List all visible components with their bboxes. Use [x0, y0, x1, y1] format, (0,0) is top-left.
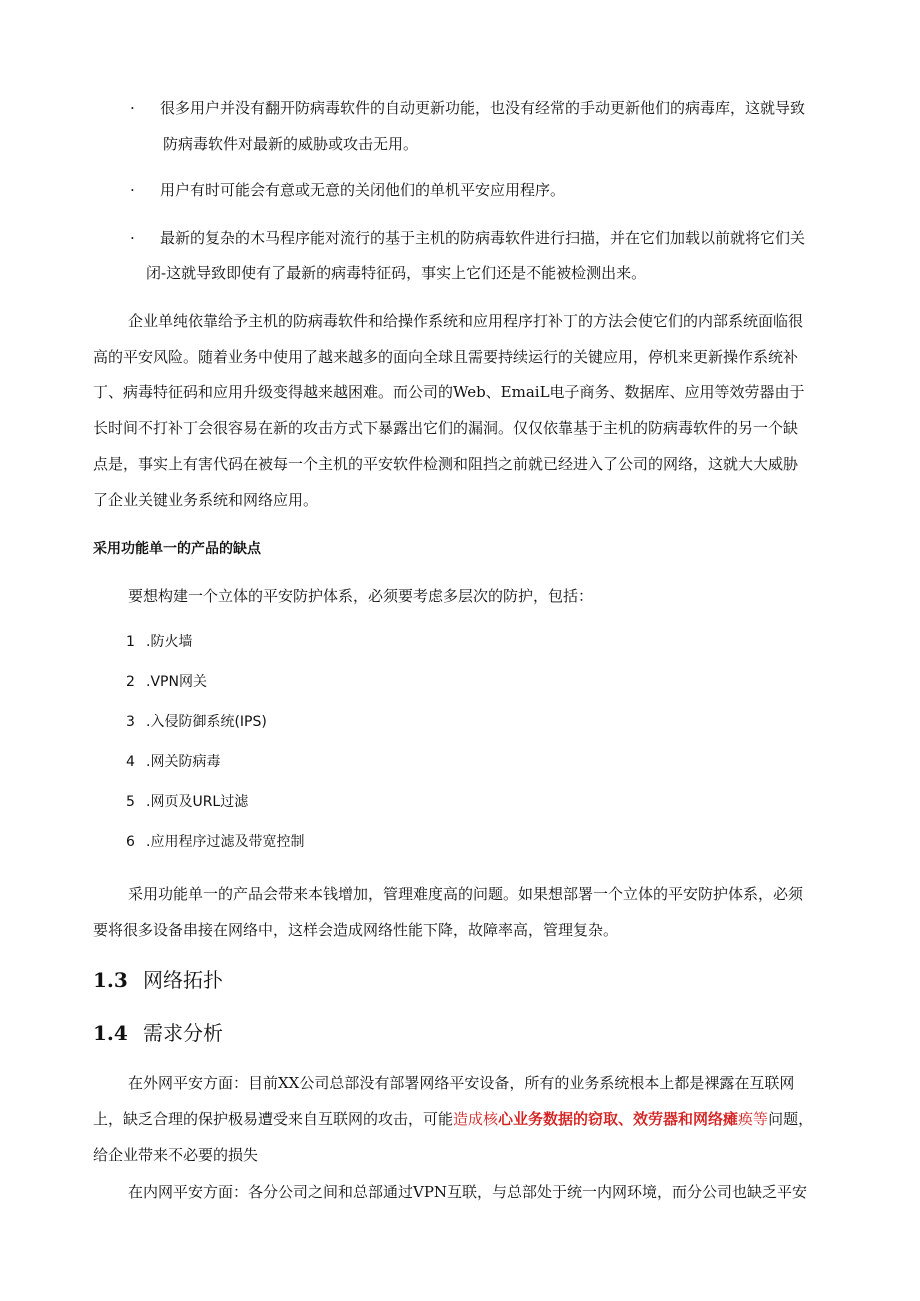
heading-number: 1.4 — [93, 1021, 128, 1045]
list-item-number: 6 — [126, 834, 135, 850]
heading-number: 1.3 — [93, 968, 128, 992]
bullet-2-line-1: 用户有时可能会有意或无意的关闭他们的单机平安应用程序。 — [160, 181, 566, 199]
paragraph-line: 给企业带来不必要的损失 — [93, 1146, 259, 1164]
highlight-text: 痪等 — [738, 1110, 769, 1128]
list-item — [126, 832, 304, 852]
list-item-text: .入侵防御系统(IPS) — [146, 714, 267, 730]
intro-text: 要想构建一个立体的平安防护体系，必须要考虑多层次的防护，包括： — [128, 587, 594, 605]
heading-title: 需求分析 — [143, 1021, 223, 1045]
list-item-number: 2 — [126, 674, 135, 690]
paragraph-line: 要将很多设备串接在网络中，这样会造成网络性能下降，故障率高，管理复杂。 — [93, 921, 619, 939]
list-item — [126, 672, 207, 692]
text-span: 问题， — [768, 1110, 814, 1128]
highlight-bold-text: 心业务数据的窃取、效劳器和网络瘫 — [498, 1110, 739, 1128]
bullet-3-line-1: 最新的复杂的木马程序能对流行的基于主机的防病毒软件进行扫描，并在它们加载以前就将它们关 — [160, 229, 806, 247]
heading-network-topology — [93, 967, 223, 993]
bullet-marker: · — [130, 229, 135, 247]
list-item — [126, 632, 192, 652]
bullet-3-line-2: 闭-这就导致即使有了最新的病毒特征码，事实上它们还是不能被检测出来。 — [146, 264, 647, 282]
paragraph-internal-security: 在内网平安方面：各分公司之间和总部通过VPN互联，与总部处于统一内网环境，而分公司也缺乏平安 — [128, 1183, 808, 1201]
section-title: 采用功能单一的产品的缺点 — [93, 541, 261, 557]
list-item-number: 4 — [126, 754, 135, 770]
list-item-number: 1 — [126, 634, 135, 650]
bullet-marker: · — [130, 99, 135, 117]
list-item-text: .VPN网关 — [146, 674, 207, 690]
heading-title: 网络拓扑 — [143, 968, 223, 992]
bullet-marker: · — [130, 181, 135, 199]
bullet-1-line-2: 防病毒软件对最新的威胁或攻击无用。 — [163, 135, 419, 153]
bullet-1-line-1: 很多用户并没有翻开防病毒软件的自动更新功能，也没有经常的手动更新他们的病毒库，这就导致 — [160, 99, 806, 117]
paragraph-line: 了企业关键业务系统和网络应用。 — [93, 491, 319, 509]
list-item-text: .防火墙 — [146, 634, 193, 650]
heading-requirements-analysis — [93, 1020, 223, 1046]
list-item — [126, 752, 220, 772]
list-item-number: 3 — [126, 714, 135, 730]
list-item-number: 5 — [126, 794, 135, 810]
paragraph-line: 长时间不打补丁会很容易在新的攻击方式下暴露出它们的漏洞。仅仅依靠基于主机的防病毒软件的另一个缺 — [93, 419, 799, 437]
paragraph-line: 丁、病毒特征码和应用升级变得越来越困难。而公司的Web、EmaiL电子商务、数据库、应用等效劳器由于 — [93, 383, 805, 401]
list-item-text: .网页及URL过滤 — [146, 794, 249, 810]
list-item-text: .网关防病毒 — [146, 754, 221, 770]
paragraph-line: 在外网平安方面：目前XX公司总部没有部署网络平安设备，所有的业务系统根本上都是裸露在互联网 — [128, 1074, 795, 1092]
list-item — [126, 792, 248, 812]
paragraph-line: 企业单纯依靠给予主机的防病毒软件和给操作系统和应用程序打补丁的方法会使它们的内部系统面临很 — [128, 312, 804, 330]
paragraph-line: 高的平安风险。随着业务中使用了越来越多的面向全球且需要持续运行的关键应用，停机来更新操作系统补 — [93, 348, 799, 366]
list-item-text: .应用程序过滤及带宽控制 — [146, 834, 305, 850]
paragraph-line: 采用功能单一的产品会带来本钱增加，管理难度高的问题。如果想部署一个立体的平安防护体系，必须 — [128, 885, 804, 903]
highlight-text: 造成核 — [453, 1110, 499, 1128]
list-item — [126, 712, 267, 732]
paragraph-line — [93, 1109, 813, 1129]
paragraph-line: 点是，事实上有害代码在被每一个主机的平安软件检测和阻挡之前就已经进入了公司的网络，这就大大威胁 — [93, 455, 799, 473]
text-span: 上，缺乏合理的保护极易遭受来自互联网的攻击，可能 — [93, 1110, 454, 1128]
